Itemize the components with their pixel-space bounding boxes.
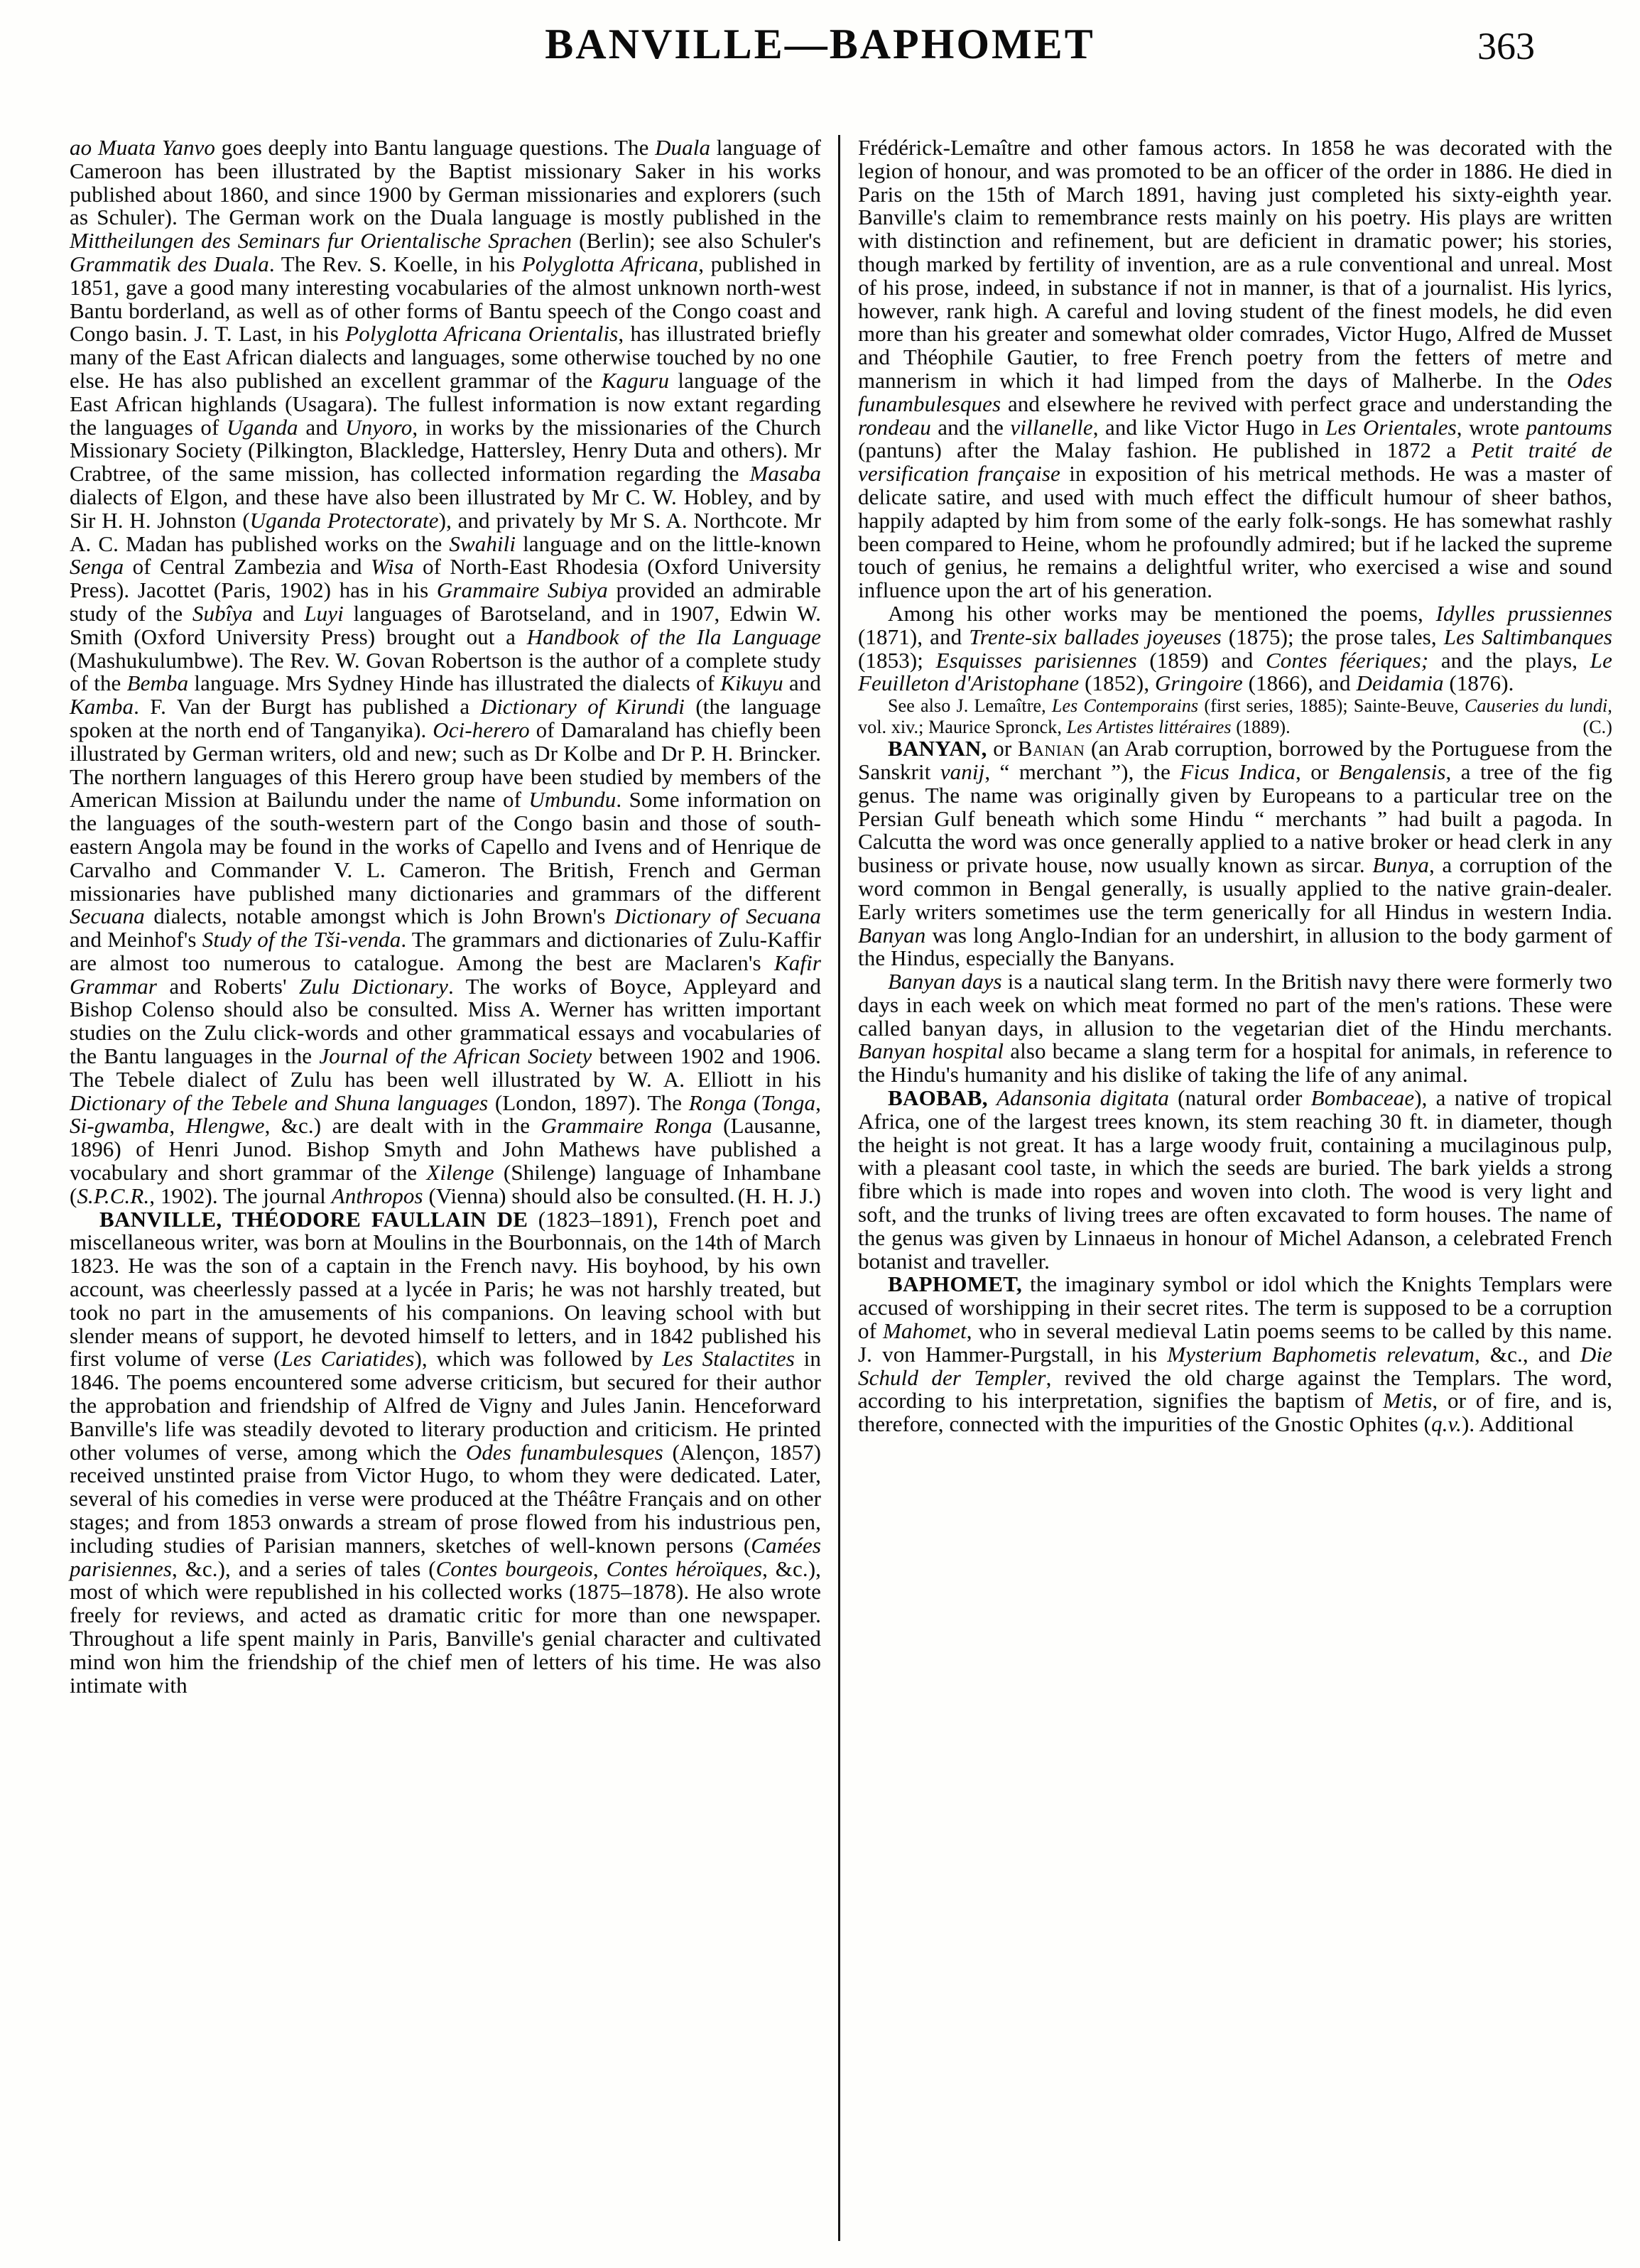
author-signature: (C.): [1582, 716, 1612, 737]
paragraph: BANYAN, or Banian (an Arab corruption, borrowed by the Portuguese from the Sanskrit vanij, “ merchant ”), the Ficus Indica, or Bengalensis, a tree of the fig genus. The name was originally given by Europeans to a particular tree on the Persian Gulf beneath which some Hindu “ merchants ” had built a pagoda. In Calcutta the word was once generally applied to a native broker or head clerk in any business or private house, now usually known as sircar. Bunya, a corruption of the word common in Bengal generally, is usually applied to the native grain-dealer. Early writers sometimes use the term generically for all Hindus in western India. Banyan was long Anglo-Indian for an undershirt, in allusion to the body garment of the Hindus, especially the Banyans.: [858, 736, 1613, 971]
paragraph: BAOBAB, Adansonia digitata (natural order Bombaceae), a native of tropical Africa, one of the largest trees known, its stem reaching 30 ft. in diameter, though the height is not great. It has a large woody fruit, containing a mucilaginous pulp, with a pleasant cool taste, in which the seeds are buried. The bark yields a strong fibre which is made into ropes and woven into cloth. The wood is very light and soft, and the trunks of living trees are often excavated to form houses. The name of the genus was given by Linnaeus in honour of Michel Adanson, a celebrated French botanist and traveller.: [858, 1085, 1612, 1274]
paragraph: Frédérick-Lemaître and other famous actors. In 1858 he was decorated with the legion of honour, and was promoted to be an officer of the order in 1886. He died in Paris on the 15th of March 1891, having just completed his sixty-eighth year. Banville's claim to remembrance rests mainly on his poetry. His plays are written with distinction and refinement, but are deficient in dramatic power; his stories, though marked by fertility of invention, are as a rule conventional and unreal. Most of his prose, indeed, in substance if not in manner, is that of a journalist. His lyrics, however, rank high. A careful and loving student of the finest models, he did even more than his greater and somewhat older comrades, Victor Hugo, Alfred de Musset and Théophile Gautier, to free French poetry from the fetters of metre and mannerism in which it had limped from the days of Malherbe. In the Odes funambulesques and elsewhere he revived with perfect grace and understanding the rondeau and the villanelle, and like Victor Hugo in Les Orientales, wrote pantoums (pantuns) after the Malay fashion. He published in 1872 a Petit traité de versification française in exposition of his metrical methods. He was a master of delicate satire, and used with much effect the difficult humour of sheer bathos, happily adapted by him from some of the early folk-songs. He has somewhat rashly been compared to Heine, whom he profoundly admired; but if he lacked the supreme touch of genius, he remains a delightful writer, who exercised a wise and sound influence upon the art of his generation.: [858, 135, 1612, 603]
paragraph: BANVILLE, THÉODORE FAULLAIN DE (1823–1891), French poet and miscellaneous writer, was born at Moulins in the Bourbonnais, on the 14th of March 1823. He was the son of a captain in the French navy. His boyhood, by his own account, was cheerlessly passed at a lycée in Paris; he was not harshly treated, but took no part in the amusements of his companions. On leaving school with but slender means of support, he devoted himself to letters, and in 1842 published his first volume of verse (Les Cariatides), which was followed by Les Stalactites in 1846. The poems encountered some adverse criticism, but secured for their author the approbation and friendship of Alfred de Vigny and Jules Janin. Henceforward Banville's life was steadily devoted to literary production and criticism. He printed other volumes of verse, among which the Odes funambulesques (Alençon, 1857) received unstinted praise from Victor Hugo, to whom they were dedicated. Later, several of his comedies in verse were produced at the Théâtre Français and on other stages; and from 1853 onwards a stream of prose flowed from his industrious pen, including studies of Parisian manners, sketches of well-known persons (Camées parisiennes, &c.), and a series of tales (Contes bourgeois, Contes héroïques, &c.), most of which were republished in his collected works (1875–1878). He also wrote freely for reviews, and acted as dramatic critic for more than one newspaper. Throughout a life spent mainly in Paris, Banville's genial character and cultivated mind won him the friendship of the chief men of letters of his time. He was also intimate with: [70, 1206, 822, 1698]
column-divider-rule: [838, 135, 840, 2241]
author-signature: (H. H. J.): [737, 1183, 821, 1208]
paragraph: Among his other works may be mentioned the poems, Idylles prussiennes (1871), and Trente-six ballades joyeuses (1875); the prose tales, Les Saltimbanques (1853); Esquisses parisiennes (1859) and Contes féeriques; and the plays, Le Feuilleton d'Aristophane (1852), Gringoire (1866), and Deidamia (1876).: [858, 600, 1613, 696]
left-column: [70, 136, 821, 1697]
right-column: [858, 136, 1612, 1436]
paragraph: BAPHOMET, the imaginary symbol or idol which the Knights Templars were accused of worshipping in their secret rites. The term is supposed to be a corruption of Mahomet, who in several medieval Latin poems seems to be called by this name. J. von Hammer-Purgstall, in his Mysterium Baphometis relevatum, &c., and Die Schuld der Templer, revived the old charge against the Templars. The word, according to his interpretation, signifies the baptism of Metis, or of fire, and is, therefore, connected with the impurities of the Gnostic Ophites (q.v.). Additional: [858, 1271, 1613, 1437]
paragraph: Banyan days is a nautical slang term. In the British navy there were formerly two days in each week on which meat formed no part of the men's rations. These were called banyan days, in allusion to the vegetarian diet of the Hindu merchants. Banyan hospital also became a slang term for a hospital for animals, in reference to the Hindu's humanity and his dislike of taking the life of any animal.: [858, 969, 1613, 1087]
page-header-title: BANVILLE—BAPHOMET: [545, 21, 1095, 67]
paragraph: See also J. Lemaître, Les Contemporains (first series, 1885); Sainte-Beuve, Causeries du lundi, vol. xiv.; Maurice Spronck, Les Artistes littéraires (1889). (C.): [858, 695, 1612, 737]
paragraph: ao Muata Yanvo goes deeply into Bantu language questions. The Duala language of Cameroon has been illustrated by the Baptist missionary Saker in his works published about 1860, and since 1900 by German missionaries and explorers (such as Schuler). The German work on the Duala language is mostly published in the Mittheilungen des Seminars fur Orientalische Sprachen (Berlin); see also Schuler's Grammatik des Duala. The Rev. S. Koelle, in his Polyglotta Africana, published in 1851, gave a good many interesting vocabularies of the almost unknown north-west Bantu borderland, as well as of other forms of Bantu speech of the Congo coast and Congo basin. J. T. Last, in his Polyglotta Africana Orientalis, has illustrated briefly many of the East African dialects and languages, some otherwise touched by no one else. He has also published an excellent grammar of the Kaguru language of the East African highlands (Usagara). The fullest information is now extant regarding the languages of Uganda and Unyoro, in works by the missionaries of the Church Missionary Society (Pilkington, Blackledge, Hattersley, Henry Duta and others). Mr Crabtree, of the same mission, has collected information regarding the Masaba dialects of Elgon, and these have also been illustrated by Mr C. W. Hobley, and by Sir H. H. Johnston (Uganda Protectorate), and privately by Mr S. A. Northcote. Mr A. C. Madan has published works on the Swahili language and on the little-known Senga of Central Zambezia and Wisa of North-East Rhodesia (Oxford University Press). Jacottet (Paris, 1902) has in his Grammaire Subiya provided an admirable study of the Subîya and Luyi languages of Barotseland, and in 1907, Edwin W. Smith (Oxford University Press) brought out a Handbook of the Ila Language (Mashukulumbwe). The Rev. W. Govan Robertson is the author of a complete study of the Bemba language. Mrs Sydney Hinde has illustrated the dialects of Kikuyu and Kamba. F. Van der Burgt has published a Dictionary of Kirundi (the language spoken at the north end of Tanganyika). Oci-herero of Damaraland has chiefly been illustrated by German writers, old and new; such as Dr Kolbe and Dr P. H. Brincker. The northern languages of this Herero group have been studied by members of the American Mission at Bailundu under the name of Umbundu. Some information on the languages of the south-western part of the Congo basin and those of south-eastern Angola may be found in the works of Capello and Ivens and of Henrique de Carvalho and Commander V. L. Cameron. The British, French and German missionaries have published many dictionaries and grammars of the different Secuana dialects, notable amongst which is John Brown's Dictionary of Secuana and Meinhof's Study of the Tši-venda. The grammars and dictionaries of Zulu-Kaffir are almost too numerous to catalogue. Among the best are Maclaren's Kafir Grammar and Roberts' Zulu Dictionary. The works of Boyce, Appleyard and Bishop Colenso should also be consulted. Miss A. Werner has written important studies on the Zulu click-words and other grammatical essays and vocabularies of the Bantu languages in the Journal of the African Society between 1902 and 1906. The Tebele dialect of Zulu has been well illustrated by W. A. Elliott in his Dictionary of the Tebele and Shuna languages (London, 1897). The Ronga (Tonga, Si-gwamba, Hlengwe, &c.) are dealt with in the Grammaire Ronga (Lausanne, 1896) of Henri Junod. Bishop Smyth and John Mathews have published a vocabulary and short grammar of the Xilenge (Shilenge) language of Inhambane (S.P.C.R., 1902). The journal Anthropos (Vienna) should also be consulted. (H. H. J.): [70, 135, 822, 1208]
page-number: 363: [1477, 25, 1535, 67]
